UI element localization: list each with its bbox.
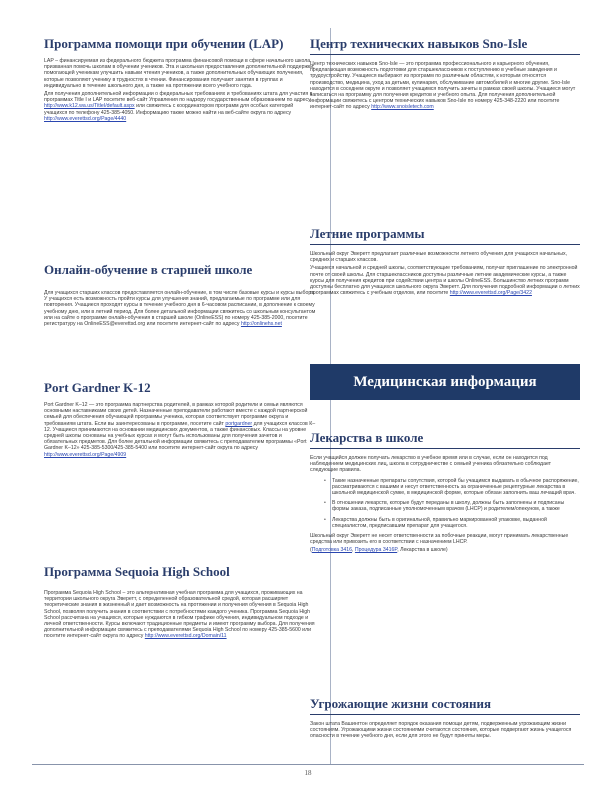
forms-line: (Подготовка 3416, Процедура 3416P, Лекарства в школе) — [310, 547, 448, 554]
page-number: 18 — [304, 769, 312, 777]
section-title: Лекарства в школе — [310, 430, 424, 445]
paragraph: Port Gardner K–12 — это программа партнерства родителей, в рамках которой родители и семьи являются основными наставниками своих детей. Назначенные преподаватели работают вместе с каждой партнерской семьей для обеспечения обучающей программы ученика, которая соответствует программе округа и требованиям штата. Если вы заинтересованы в программе, посетите сайт portgardner для учащихся классов К–12. Учащиеся принимаются на основании медицинских документов, а также финансовых. Классы на уровне средней школы основаны на учебных курсах и могут быть использованы для получения зачетов и обязательных предметов. Для более детальной информации свяжитесь с преподавателем программы «Port Gardner K–12» 425-385-5300/425-385-5400 или посетите интернет-сайт округа по адресу http://www.everettsd.org/Page/4909 — [44, 402, 316, 458]
paragraph: Учащиеся начальной и средней школы, соответствующие требованиям, получат приглашение по электронной почте от своей школы. Для старшеклассников доступны различные летние академические курсы, а также курсы для получения кредитов при содействии центра и школы OnlineESS. Большинство летних программ доступны бесплатно для учащихся школьного округа Эверетт. Для получения подробной информации о летних программах свяжитесь с учебным отделом, или посетите http://www.everettsd.org/Page/3422 — [310, 265, 580, 297]
paragraph: Для учащихся старших классов предоставляется онлайн-обучение, в том числе базовые курсы и курсы выбора. У учащихся есть возможность пройти курсы для улучшения знаний, предлагаемые по программе или для повторения. Учащиеся проходят курсы в течение учебного дня в 6-часовом расписании, в дополнение к своему учебному дню, или в летний период. Для более детальной информации свяжитесь со школьным консультантом или на сайте о программе онлайн-обучения в старшей школе (OnlineESS) по номеру 425-385-2000, посетите регистратуру на OnlineESS@everettsd.org или посетите интернет-сайт по адресу http://onlinehs.net — [44, 290, 316, 328]
section-body — [44, 590, 316, 640]
paragraph: Школьный округ Эверетт предлагает различные возможности летнего обучения для учащихся начальных, средних и старших классов. — [310, 251, 568, 264]
list-item: • В отношении лекарств, которые будут переданы в школу, должны быть заполнены и подписаны формы заказа, подписанные уполномоченным врачом (LHCP) и родителем/опекуном, а также — [324, 500, 565, 513]
online-section — [44, 262, 316, 329]
section-rule — [310, 714, 580, 715]
section-title: Программа Sequoia High School — [44, 564, 230, 579]
bullet-list — [310, 478, 580, 529]
bullet-icon: • — [324, 477, 326, 484]
paragraph: LAP – финансируемая из федерального бюджета программа финансовой помощи в сфере начального школа, призванная помочь школам в обучении учеников. Эта и школьная предоставления дополнительной поддержки, помогающей ученикам улучшить навыки чтения учеников, а также дополнительных обучающих получения, которые позволяют ученику в трудностях в чтении. Финансирования получают занятия в группах и индивидуально в течение школьного дня, а также на протяжении всего учебного года. — [44, 58, 315, 89]
list-item: • Такие назначенные препараты сопутствия, которой бы учащимся выдавать в обычное распоряжение, рассматриваются с вашими и несут ответственность за ограниченные рецептурные лекарства в школьной медицинской сумке, в медицинской форме, которые обязан заполнить ваш лечащий врач. — [324, 477, 579, 497]
section-title: Летние программы — [310, 226, 425, 241]
link[interactable]: Подготовка 3416 — [311, 547, 353, 554]
summer-section — [310, 226, 580, 298]
list-item: • Лекарства должны быть в оригинальной, правильно маркированной упаковке, выданной специалистом, предписавшим препарат для учащегося. — [324, 516, 547, 529]
page — [32, 28, 584, 780]
section-rule — [310, 244, 580, 245]
bullet-icon: • — [324, 500, 326, 507]
section-body — [44, 290, 316, 327]
link[interactable]: http://www.everettsd.org/Page/4909 — [44, 451, 127, 458]
paragraph: Программа Sequoia High School – это альтернативная учебная программа для учащихся, проживающих на территории школьного округа Эверетт, с определенной образовательной средой, которая расширяет теоретические знания в жизненный и дает возможность на протяжении и получения обучения в Sequoia High School, позволяя получить знания в соответствии с потребностями каждого ученика. Программа Sequoia High School рассчитана на учащихся, которые нуждаются в гибком графике обучения, индивидуальном подходе и личной ответственности. Курсы включают традиционные предметы и имеют программу выбора. Для получения дополнительной информации свяжитесь с преподавателями Sequoia High School по номеру 425-385-5600 или посетите интернет-сайт округа по адресу http://www.everettsd.org/Domain/11 — [44, 590, 315, 640]
section-body — [310, 251, 580, 296]
section-rule — [310, 448, 580, 449]
medical-info-banner: Медицинская информация — [310, 364, 580, 400]
footer-rule — [32, 764, 584, 765]
section-title: Программа помощи при обучении (LAP) — [44, 36, 284, 51]
paragraph: Школьный округ Эверетт не несет ответственности за побочные реакции, могут принимать лекарственные средства или привозить его в соответствии с назначением LHCP. — [310, 533, 569, 546]
emergency-section — [310, 696, 580, 742]
sequoia-section — [44, 564, 316, 642]
section-body — [310, 61, 580, 111]
gardner-section — [44, 380, 316, 460]
section-body — [310, 455, 580, 554]
link[interactable]: Процедура 3416P — [354, 547, 398, 554]
snoisle-section — [310, 36, 580, 113]
paragraph: Закон штата Вашингтон определяет порядок оказания помощи детям, подверженным угрожающим жизни состояниям. Угрожающими жизни состояниями считаются состояния, которые подвергают жизнь учащегося опасности в течение учебного дня, если для этого не будут приняты меры. — [310, 721, 572, 740]
paragraph: Центр технических навыков Sno-Isle — это программа профессионального и карьерного обучения, предлагающая возможность подготовки для старшеклассников к поступлению в учебные заведения и трудоустройству. Учащиеся выбирают из программ по различным областям, к которым относятся производство, медицина, уход за детьми, кулинария, обслуживание автомобилей и многие другие. Sno-Isle находится в соседнем округе и позволяет учащимся получить зачеты в рамках своей школы. Учащиеся могут записаться на программу для получения кредитов и учебного опыта. Для получения дополнительной информации свяжитесь с центром технических навыков Sno-Isle по номеру 425-348-2220 или посетите интернет-сайт по адресу http://www.snoisletech.com — [310, 61, 576, 111]
section-title: Port Gardner K-12 — [44, 380, 151, 395]
section-body — [44, 58, 316, 122]
section-title: Онлайн-обучение в старшей школе — [44, 262, 253, 277]
link[interactable]: http://www.everettsd.org/Page/3422 — [449, 290, 532, 297]
bullet-icon: • — [324, 516, 326, 523]
link[interactable]: http://www.everettsd.org/Domain/11 — [144, 633, 227, 640]
section-rule — [310, 54, 580, 55]
section-body — [44, 402, 316, 458]
meds-section — [310, 430, 580, 556]
link[interactable]: http://www.k12.wa.us/TitleI/default.aspx — [44, 103, 135, 110]
section-title: Центр технических навыков Sno-Isle — [310, 36, 528, 51]
section-body — [310, 721, 580, 740]
section-title: Угрожающие жизни состояния — [310, 696, 492, 711]
lap-section — [44, 36, 316, 124]
link[interactable]: http://www.everettsd.org/Page/4440 — [44, 115, 127, 122]
link[interactable]: http://onlinehs.net — [240, 321, 282, 328]
paragraph: Для получения дополнительной информации о федеральных требованиях и требованиях штата для участия в программах Title I и LAP посетите веб-сайт Управления по надзору государственным образованием по адресу http://www.k12.wa.us/TitleI/default.aspx или свяжитесь с координатором программ для особых категорий учащихся по телефону 425-385-4050. Информацию также можно найти на веб-сайте округа по адресу http://www.everettsd.org/Page/4440 — [44, 91, 313, 122]
paragraph: Если учащийся должен получать лекарство в учебное время или в случае, если он находится под наблюдением медицинских лиц, школа в сотрудничестве с семьей ученика обязательно соблюдает следующие правила. — [310, 455, 552, 474]
link[interactable]: http://www.snoisletech.com — [371, 104, 434, 111]
link[interactable]: portgardner — [225, 420, 253, 427]
